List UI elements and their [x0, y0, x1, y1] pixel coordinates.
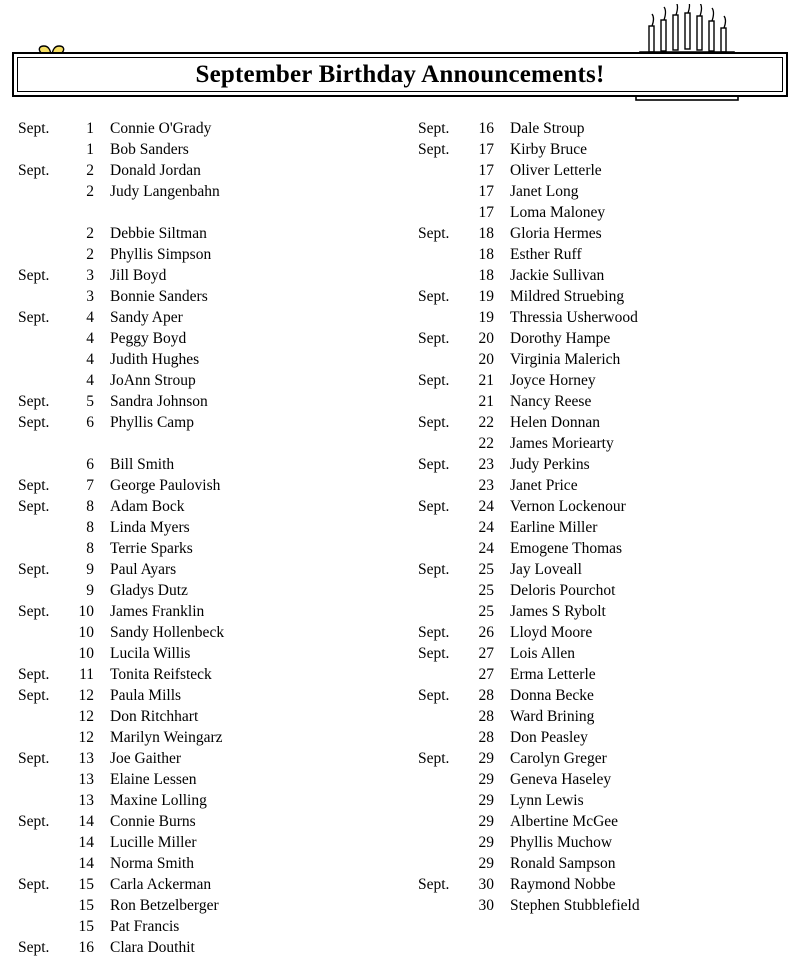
- birthday-entry: [400, 496, 800, 517]
- entry-day: 29: [478, 813, 494, 830]
- entry-day: 12: [78, 687, 94, 704]
- entry-name: Tonita Reifsteck: [110, 666, 212, 683]
- entry-name: Paula Mills: [110, 687, 182, 704]
- entry-name: George Paulovish: [110, 477, 221, 494]
- entry-day: 18: [478, 246, 494, 263]
- entry-month: Sept.: [418, 624, 450, 641]
- entry-day: 22: [478, 414, 494, 431]
- entry-day: 3: [86, 267, 94, 284]
- birthday-entry: [0, 664, 400, 685]
- birthday-entry: [0, 454, 400, 475]
- entry-name: Albertine McGee: [510, 813, 619, 830]
- entry-name: Terrie Sparks: [110, 540, 193, 557]
- entry-month: Sept.: [18, 120, 50, 137]
- entry-day: 29: [478, 771, 494, 788]
- entry-name: Carla Ackerman: [110, 876, 212, 893]
- birthday-entry: [0, 496, 400, 517]
- birthday-entry: [400, 769, 800, 790]
- entry-month: Sept.: [18, 498, 50, 515]
- entry-name: Ron Betzelberger: [110, 897, 219, 914]
- entry-day: 4: [86, 309, 94, 326]
- birthday-entry: [0, 202, 400, 223]
- birthday-entry: [400, 685, 800, 706]
- entry-month: Sept.: [18, 603, 50, 620]
- entry-day: 9: [86, 582, 94, 599]
- entry-name: Janet Price: [510, 477, 578, 494]
- entry-name: Lloyd Moore: [510, 624, 593, 641]
- entry-name: James S Rybolt: [510, 603, 606, 620]
- entry-name: Jill Boyd: [110, 267, 167, 284]
- entry-month: Sept.: [18, 876, 50, 893]
- birthday-entry: [0, 748, 400, 769]
- entry-day: 24: [478, 498, 494, 515]
- entry-day: 13: [78, 792, 94, 809]
- entry-day: 2: [86, 183, 94, 200]
- entry-day: 21: [478, 393, 494, 410]
- birthday-entry: [0, 769, 400, 790]
- entry-name: Phyllis Muchow: [510, 834, 613, 851]
- birthday-entry: [400, 181, 800, 202]
- entry-name: Esther Ruff: [510, 246, 582, 263]
- entry-name: Kirby Bruce: [510, 141, 588, 158]
- entry-name: Adam Bock: [110, 498, 185, 515]
- entry-day: 7: [86, 477, 94, 494]
- entry-day: 30: [478, 897, 494, 914]
- entry-name: Lois Allen: [510, 645, 576, 662]
- birthday-entry: [0, 937, 400, 958]
- entry-day: 13: [78, 750, 94, 767]
- birthday-entry: [400, 307, 800, 328]
- entry-name: Dale Stroup: [510, 120, 585, 137]
- entry-month: Sept.: [418, 456, 450, 473]
- entry-day: 12: [78, 729, 94, 746]
- birthday-entry: [0, 475, 400, 496]
- birthday-entry: [400, 790, 800, 811]
- entry-day: 27: [478, 666, 494, 683]
- entry-name: Peggy Boyd: [110, 330, 187, 347]
- birthday-entry: [0, 286, 400, 307]
- birthday-entry: [0, 223, 400, 244]
- birthday-entry: [400, 580, 800, 601]
- entry-name: JoAnn Stroup: [110, 372, 196, 389]
- entry-name: Sandy Aper: [110, 309, 183, 326]
- entry-name: Joe Gaither: [110, 750, 182, 767]
- entry-month: Sept.: [18, 939, 50, 956]
- entry-month: Sept.: [18, 666, 50, 683]
- entry-day: 22: [478, 435, 494, 452]
- entry-month: Sept.: [418, 330, 450, 347]
- entry-day: 23: [478, 456, 494, 473]
- entry-day: 8: [86, 519, 94, 536]
- birthday-entry: [400, 328, 800, 349]
- entry-name: Paul Ayars: [110, 561, 177, 578]
- birthday-entry: [400, 454, 800, 475]
- birthday-entry: [0, 643, 400, 664]
- birthday-entry: [400, 160, 800, 181]
- entry-day: 14: [78, 813, 94, 830]
- birthday-entry: [0, 874, 400, 895]
- entry-day: 29: [478, 855, 494, 872]
- page-header: [0, 0, 800, 112]
- birthday-entry: [0, 307, 400, 328]
- entry-day: 1: [86, 141, 94, 158]
- entry-day: 20: [478, 351, 494, 368]
- entry-day: 6: [86, 456, 94, 473]
- entry-name: Ward Brining: [510, 708, 595, 725]
- birthday-entry: [400, 265, 800, 286]
- birthday-entry: [400, 286, 800, 307]
- entry-name: Deloris Pourchot: [510, 582, 616, 599]
- birthday-entry: [400, 391, 800, 412]
- birthday-entry: [400, 517, 800, 538]
- entry-name: Loma Maloney: [510, 204, 606, 221]
- entry-month: Sept.: [18, 477, 50, 494]
- birthday-entry: [400, 832, 800, 853]
- entry-name: Jay Loveall: [510, 561, 582, 578]
- entry-name: Judith Hughes: [110, 351, 200, 368]
- birthday-entry: [0, 391, 400, 412]
- birthday-entry: [400, 622, 800, 643]
- entry-name: Marilyn Weingarz: [110, 729, 223, 746]
- entry-name: Helen Donnan: [510, 414, 600, 431]
- entry-day: 21: [478, 372, 494, 389]
- entry-name: Jackie Sullivan: [510, 267, 605, 284]
- entry-month: Sept.: [418, 120, 450, 137]
- entry-name: Judy Perkins: [510, 456, 590, 473]
- entry-day: 4: [86, 330, 94, 347]
- entry-month: Sept.: [18, 414, 50, 431]
- entry-month: Sept.: [418, 225, 450, 242]
- entry-month: Sept.: [418, 750, 450, 767]
- entry-name: Lucila Willis: [110, 645, 191, 662]
- entry-day: 3: [86, 288, 94, 305]
- entry-month: Sept.: [418, 372, 450, 389]
- entry-day: 10: [78, 603, 94, 620]
- entry-day: 29: [478, 792, 494, 809]
- birthday-entry: [0, 433, 400, 454]
- entry-name: Linda Myers: [110, 519, 190, 536]
- entry-day: 27: [478, 645, 494, 662]
- entry-day: 6: [86, 414, 94, 431]
- birthday-entry: [400, 748, 800, 769]
- entry-name: Ronald Sampson: [510, 855, 616, 872]
- entry-day: 15: [78, 897, 94, 914]
- birthday-entry: [0, 727, 400, 748]
- entry-day: 19: [478, 309, 494, 326]
- entry-name: Phyllis Simpson: [110, 246, 212, 263]
- entry-month: Sept.: [18, 561, 50, 578]
- page-title: September Birthday Announcements!: [195, 60, 605, 88]
- entry-day: 25: [478, 603, 494, 620]
- birthday-entry: [0, 328, 400, 349]
- entry-name: Debbie Siltman: [110, 225, 207, 242]
- birthday-entry: [400, 412, 800, 433]
- entry-name: Earline Miller: [510, 519, 598, 536]
- entry-day: 25: [478, 582, 494, 599]
- entry-day: 5: [86, 393, 94, 410]
- entry-month: Sept.: [418, 876, 450, 893]
- birthday-entry: [400, 349, 800, 370]
- entry-name: Carolyn Greger: [510, 750, 607, 767]
- birthday-entry: [400, 223, 800, 244]
- entry-name: Norma Smith: [110, 855, 194, 872]
- birthday-entry: [0, 517, 400, 538]
- entry-month: Sept.: [418, 498, 450, 515]
- birthday-entry: [400, 664, 800, 685]
- entry-name: Mildred Struebing: [510, 288, 625, 305]
- birthday-entry: [0, 706, 400, 727]
- entry-name: Vernon Lockenour: [510, 498, 626, 515]
- entry-name: Janet Long: [510, 183, 579, 200]
- entry-name: Stephen Stubblefield: [510, 897, 640, 914]
- birthday-entry: [0, 181, 400, 202]
- entry-day: 4: [86, 351, 94, 368]
- entry-name: Dorothy Hampe: [510, 330, 611, 347]
- entry-day: 17: [478, 162, 494, 179]
- birthday-entry: [400, 139, 800, 160]
- entry-day: 17: [478, 204, 494, 221]
- entry-month: Sept.: [418, 141, 450, 158]
- entry-day: 25: [478, 561, 494, 578]
- birthday-entry: [0, 832, 400, 853]
- entry-name: Phyllis Camp: [110, 414, 194, 431]
- entry-day: 29: [478, 750, 494, 767]
- entry-name: Maxine Lolling: [110, 792, 207, 809]
- birthday-entry: [400, 643, 800, 664]
- entry-day: 2: [86, 225, 94, 242]
- birthday-entry: [400, 727, 800, 748]
- birthday-entry: [0, 349, 400, 370]
- entry-name: Emogene Thomas: [510, 540, 623, 557]
- entry-month: Sept.: [418, 561, 450, 578]
- entry-name: Thressia Usherwood: [510, 309, 638, 326]
- entry-name: Elaine Lessen: [110, 771, 197, 788]
- right-column: [400, 118, 800, 958]
- birthday-entry: [0, 370, 400, 391]
- birthday-entry: [400, 811, 800, 832]
- birthday-entry: [400, 853, 800, 874]
- entry-day: 28: [478, 708, 494, 725]
- entry-month: Sept.: [18, 813, 50, 830]
- entry-day: 15: [78, 918, 94, 935]
- entry-day: 18: [478, 225, 494, 242]
- entry-day: 28: [478, 729, 494, 746]
- entry-day: 13: [78, 771, 94, 788]
- birthday-entry: [0, 916, 400, 937]
- entry-day: 10: [78, 645, 94, 662]
- birthday-entry: [400, 559, 800, 580]
- birthday-entry: [0, 538, 400, 559]
- entry-month: Sept.: [18, 162, 50, 179]
- entry-day: 16: [78, 939, 94, 956]
- entry-name: Nancy Reese: [510, 393, 592, 410]
- entry-name: Gladys Dutz: [110, 582, 188, 599]
- birthday-entry: [0, 895, 400, 916]
- entry-day: 23: [478, 477, 494, 494]
- birthday-entry: [400, 433, 800, 454]
- entry-name: Bob Sanders: [110, 141, 189, 158]
- entry-month: Sept.: [18, 687, 50, 704]
- entry-month: Sept.: [418, 414, 450, 431]
- entry-day: 10: [78, 624, 94, 641]
- birthday-entry: [0, 853, 400, 874]
- entry-month: Sept.: [18, 750, 50, 767]
- entry-name: Don Ritchhart: [110, 708, 199, 725]
- entry-name: Bill Smith: [110, 456, 175, 473]
- entry-day: 18: [478, 267, 494, 284]
- entry-name: Judy Langenbahn: [110, 183, 220, 200]
- entry-day: 20: [478, 330, 494, 347]
- entry-name: Clara Douthit: [110, 939, 195, 956]
- title-banner: [12, 52, 788, 97]
- entry-name: Oliver Letterle: [510, 162, 602, 179]
- entry-name: Sandra Johnson: [110, 393, 208, 410]
- entry-name: Raymond Nobbe: [510, 876, 616, 893]
- birthday-entry: [400, 244, 800, 265]
- entry-day: 24: [478, 540, 494, 557]
- birthday-entry: [0, 811, 400, 832]
- birthday-entry: [0, 160, 400, 181]
- birthday-entry: [0, 790, 400, 811]
- entry-day: 12: [78, 708, 94, 725]
- birthday-entry: [400, 874, 800, 895]
- entry-name: Erma Letterle: [510, 666, 596, 683]
- entry-day: 14: [78, 834, 94, 851]
- entry-name: Lynn Lewis: [510, 792, 584, 809]
- entry-day: 4: [86, 372, 94, 389]
- birthday-lists: [0, 118, 800, 958]
- entry-name: Donna Becke: [510, 687, 594, 704]
- entry-name: Sandy Hollenbeck: [110, 624, 225, 641]
- entry-day: 26: [478, 624, 494, 641]
- birthday-entry: [400, 895, 800, 916]
- entry-day: 11: [79, 666, 94, 683]
- birthday-entry: [0, 622, 400, 643]
- entry-name: Gloria Hermes: [510, 225, 602, 242]
- birthday-entry: [0, 244, 400, 265]
- entry-month: Sept.: [18, 267, 50, 284]
- entry-day: 16: [478, 120, 494, 137]
- entry-day: 29: [478, 834, 494, 851]
- entry-day: 17: [478, 141, 494, 158]
- birthday-entry: [0, 559, 400, 580]
- birthday-entry: [0, 580, 400, 601]
- entry-day: 15: [78, 876, 94, 893]
- entry-name: Virginia Malerich: [510, 351, 621, 368]
- birthday-entry: [0, 601, 400, 622]
- birthday-entry: [0, 118, 400, 139]
- entry-name: Bonnie Sanders: [110, 288, 208, 305]
- entry-name: Joyce Horney: [510, 372, 596, 389]
- birthday-entry: [400, 370, 800, 391]
- entry-day: 2: [86, 162, 94, 179]
- entry-day: 24: [478, 519, 494, 536]
- entry-month: Sept.: [18, 393, 50, 410]
- entry-name: Geneva Haseley: [510, 771, 612, 788]
- entry-day: 30: [478, 876, 494, 893]
- entry-name: Don Peasley: [510, 729, 588, 746]
- birthday-entry: [400, 475, 800, 496]
- entry-day: 1: [86, 120, 94, 137]
- birthday-entry: [400, 202, 800, 223]
- birthday-entry: [0, 412, 400, 433]
- left-column: [0, 118, 400, 958]
- birthday-entry: [400, 118, 800, 139]
- birthday-entry: [0, 139, 400, 160]
- entry-day: 14: [78, 855, 94, 872]
- birthday-entry: [400, 601, 800, 622]
- entry-day: 19: [478, 288, 494, 305]
- entry-name: Connie Burns: [110, 813, 196, 830]
- entry-name: Connie O'Grady: [110, 120, 212, 137]
- entry-day: 8: [86, 540, 94, 557]
- entry-day: 9: [86, 561, 94, 578]
- entry-name: James Moriearty: [510, 435, 614, 452]
- birthday-entry: [400, 538, 800, 559]
- entry-month: Sept.: [418, 645, 450, 662]
- birthday-entry: [400, 706, 800, 727]
- entry-name: James Franklin: [110, 603, 205, 620]
- entry-name: Pat Francis: [110, 918, 180, 935]
- entry-name: Lucille Miller: [110, 834, 197, 851]
- entry-day: 8: [86, 498, 94, 515]
- entry-name: Donald Jordan: [110, 162, 201, 179]
- entry-day: 2: [86, 246, 94, 263]
- entry-month: Sept.: [418, 288, 450, 305]
- birthday-entry: [0, 265, 400, 286]
- entry-month: Sept.: [18, 309, 50, 326]
- entry-month: Sept.: [418, 687, 450, 704]
- entry-day: 17: [478, 183, 494, 200]
- birthday-entry: [0, 685, 400, 706]
- entry-day: 28: [478, 687, 494, 704]
